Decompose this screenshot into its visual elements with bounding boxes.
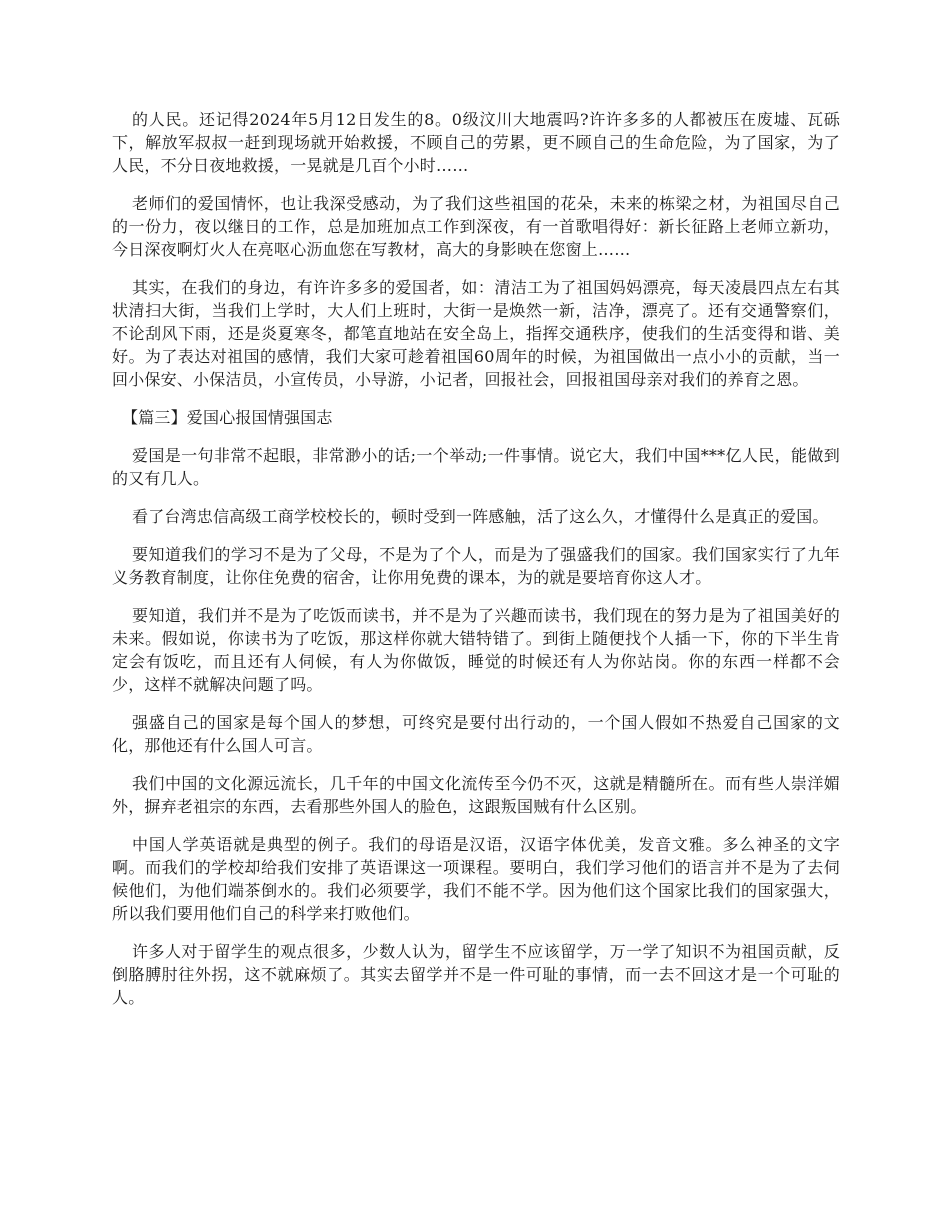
paragraph-4: 爱国是一句非常不起眼，非常渺小的话;一个举动;一件事情。说它大，我们中国***亿人民，能做到的又有几人。 [112, 446, 840, 488]
paragraph-9: 我们中国的文化源远流长，几千年的中国文化流传至今仍不灭，这就是精髓所在。而有些人崇洋媚外，摒弃老祖宗的东西，去看那些外国人的脸色，这跟叛国贼有什么区别。 [112, 774, 840, 816]
section-heading: 【篇三】爱国心报国情强国志 [122, 408, 333, 427]
paragraph-3: 其实，在我们的身边，有许许多多的爱国者，如：清洁工为了祖国妈妈漂亮，每天凌晨四点左右其状清扫大街，当我们上学时，大人们上班时，大街一是焕然一新，洁净，漂亮了。还有交通警察们，不论刮风下雨，还是炎夏寒冬，都笔直地站在安全岛上，指挥交通秩序，使我们的生活变得和谐、美好。为了表达对祖国的感情，我们大家可趁着祖国60周年的时候，为祖国做出一点小小的贡献，当一回小保安、小保洁员，小宣传员，小导游，小记者，回报社会，回报祖国母亲对我们的养育之恩。 [112, 278, 840, 389]
paragraph-8: 强盛自己的国家是每个国人的梦想，可终究是要付出行动的，一个国人假如不热爱自己国家的文化，那他还有什么国人可言。 [112, 713, 840, 755]
paragraph-10: 中国人学英语就是典型的例子。我们的母语是汉语，汉语字体优美，发音文雅。多么神圣的文字啊。而我们的学校却给我们安排了英语课这一项课程。要明白，我们学习他们的语言并不是为了去伺候他们，为他们端茶倒水的。我们必须要学，我们不能不学。因为他们这个国家比我们的国家强大，所以我们要用他们自己的科学来打败他们。 [112, 835, 840, 923]
paragraph-6: 要知道我们的学习不是为了父母，不是为了个人，而是为了强盛我们的国家。我们国家实行了九年义务教育制度，让你住免费的宿舍，让你用免费的课本，为的就是要培育你这人才。 [112, 545, 840, 587]
paragraph-7: 要知道，我们并不是为了吃饭而读书，并不是为了兴趣而读书，我们现在的努力是为了祖国美好的未来。假如说，你读书为了吃饭，那这样你就大错特错了。到街上随便找个人插一下，你的下半生肯定会有饭吃，而且还有人伺候，有人为你做饭，睡觉的时候还有人为你站岗。你的东西一样都不会少，这样不就解决问题了吗。 [112, 606, 840, 694]
paragraph-1: 的人民。还记得2024年5月12日发生的8。0级汶川大地震吗?许许多多的人都被压在废墟、瓦砾下，解放军叔叔一赶到现场就开始救援，不顾自己的劳累，更不顾自己的生命危险，为了国家，为了人民，不分日夜地救援，一晃就是几百个小时…… [112, 110, 840, 175]
paragraph-5: 看了台湾忠信高级工商学校校长的，顿时受到一阵感触，活了这么久，才懂得什么是真正的爱国。 [132, 507, 829, 526]
paragraph-2: 老师们的爱国情怀，也让我深受感动，为了我们这些祖国的花朵，未来的栋梁之材，为祖国尽自己的一份力，夜以继日的工作，总是加班加点工作到深夜，有一首歌唱得好：新长征路上老师立新功，今日深夜啊灯火人在亮呕心沥血您在写教材，高大的身影映在您窗上…… [112, 194, 840, 259]
document-body [112, 108, 840, 1024]
paragraph-11: 许多人对于留学生的观点很多，少数人认为，留学生不应该留学，万一学了知识不为祖国贡献，反倒胳膊肘往外拐，这不就麻烦了。其实去留学并不是一件可耻的事情，而一去不回这才是一个可耻的人。 [112, 942, 840, 1007]
